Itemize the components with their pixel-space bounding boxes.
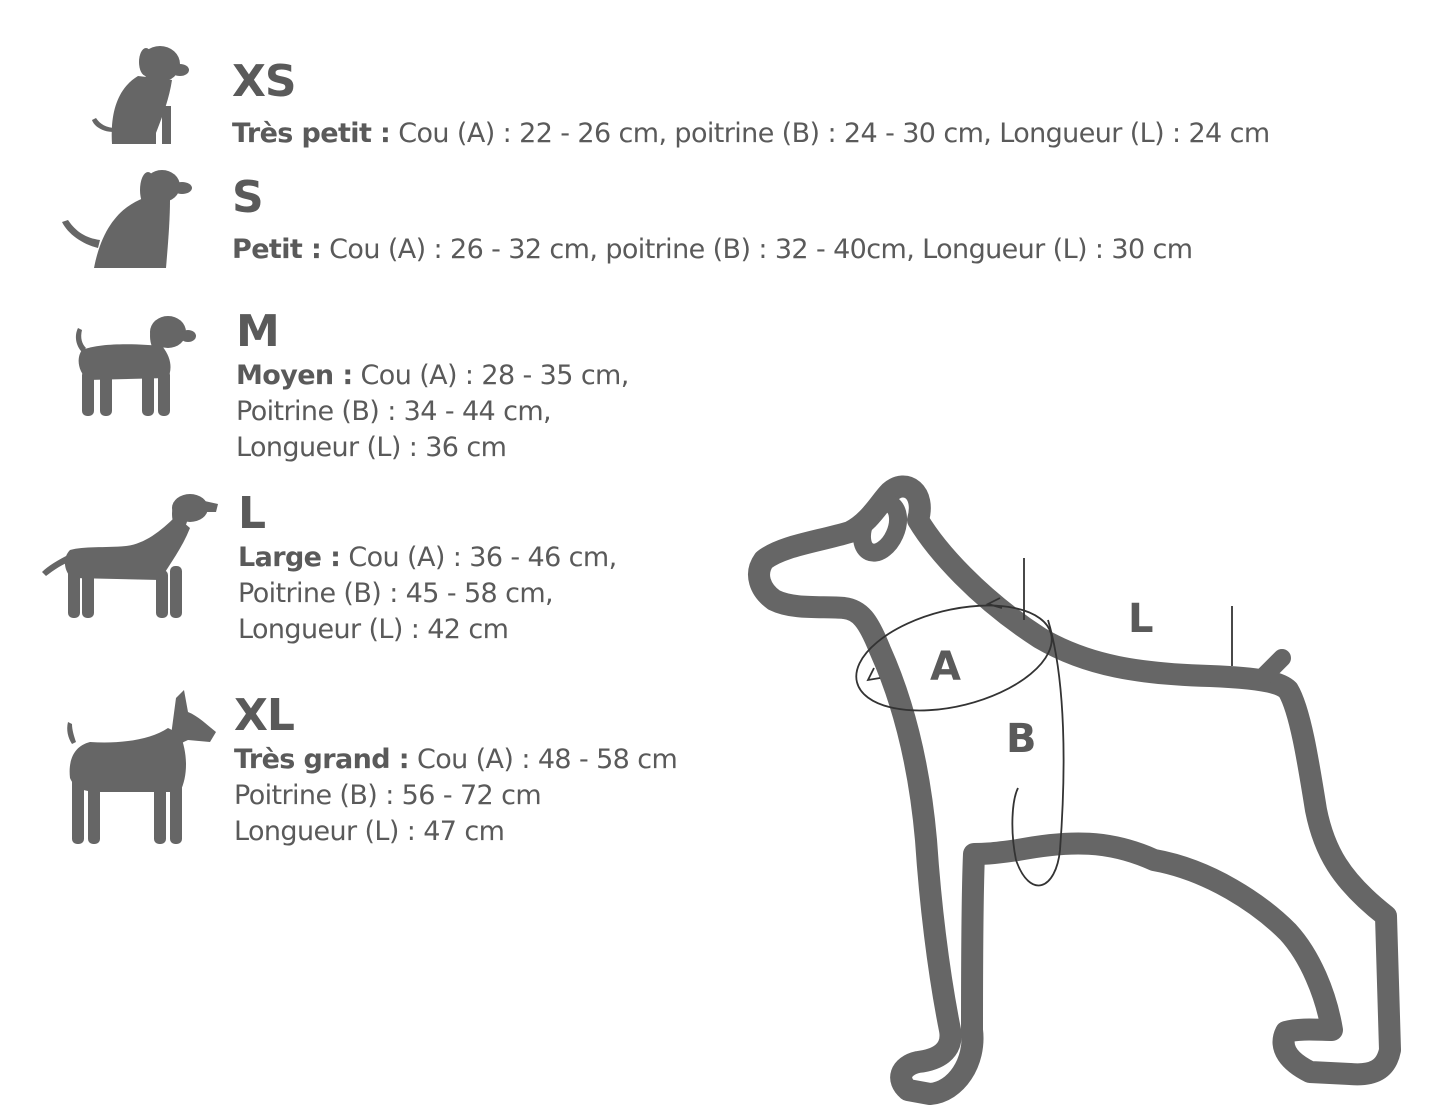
size-code: S bbox=[232, 172, 263, 223]
xlarge-dog-standing-icon bbox=[60, 688, 220, 848]
measurement-diagram bbox=[740, 470, 1420, 1110]
size-detail-line: Poitrine (B) : 56 - 72 cm bbox=[234, 780, 542, 811]
size-detail-line: Longueur (L) : 47 cm bbox=[234, 816, 505, 847]
medium-dog-standing-icon bbox=[68, 306, 198, 426]
size-xs bbox=[232, 56, 1270, 152]
dog-outline-icon bbox=[740, 470, 1420, 1110]
small-dog-sitting-icon bbox=[58, 164, 198, 274]
size-detail-line: Poitrine (B) : 34 - 44 cm, bbox=[236, 396, 552, 427]
size-l bbox=[238, 488, 617, 648]
size-code: XL bbox=[234, 690, 294, 741]
size-detail-line: Petit : Cou (A) : 26 - 32 cm, poitrine (B) : 32 - 40cm, Longueur (L) : 30 cm bbox=[232, 234, 1193, 265]
size-detail-line: Large : Cou (A) : 36 - 46 cm, bbox=[238, 542, 617, 573]
size-code: M bbox=[236, 306, 279, 357]
large-dog-standing-icon bbox=[40, 488, 220, 624]
size-m bbox=[236, 306, 629, 466]
size-detail-line: Très petit : Cou (A) : 22 - 26 cm, poitrine (B) : 24 - 30 cm, Longueur (L) : 24 cm bbox=[232, 118, 1270, 149]
size-detail-line: Longueur (L) : 42 cm bbox=[238, 614, 509, 645]
puppy-sitting-icon bbox=[88, 40, 198, 150]
size-detail-line: Très grand : Cou (A) : 48 - 58 cm bbox=[234, 744, 678, 775]
label-b: B bbox=[1006, 716, 1037, 762]
size-detail-line: Poitrine (B) : 45 - 58 cm, bbox=[238, 578, 554, 609]
size-xl bbox=[234, 690, 678, 850]
size-detail-line: Moyen : Cou (A) : 28 - 35 cm, bbox=[236, 360, 629, 391]
label-l: L bbox=[1128, 596, 1154, 642]
size-code: XS bbox=[232, 56, 296, 107]
size-s bbox=[232, 172, 1193, 268]
label-a: A bbox=[930, 644, 961, 690]
size-code: L bbox=[238, 488, 266, 539]
size-detail-line: Longueur (L) : 36 cm bbox=[236, 432, 507, 463]
